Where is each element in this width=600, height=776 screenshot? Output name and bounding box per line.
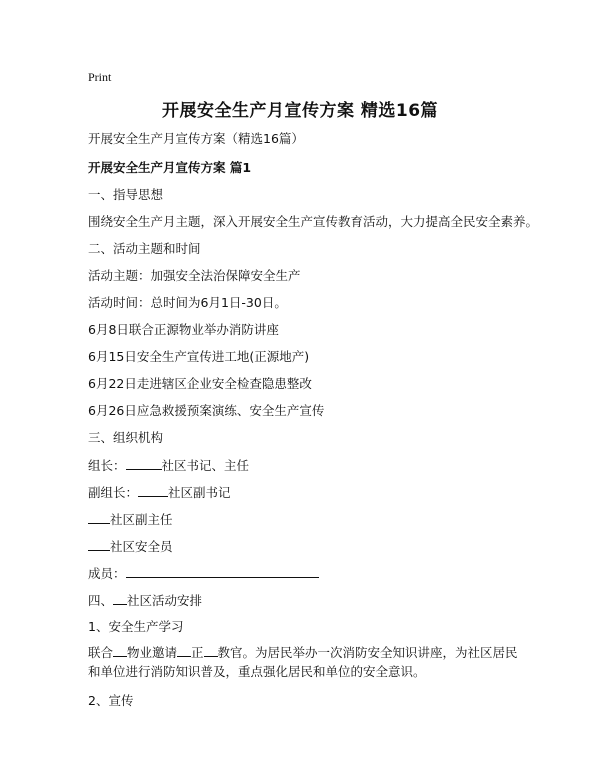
fill-blank xyxy=(126,565,319,578)
org-leader-label: 组长： xyxy=(88,458,126,473)
event-item: 6月8日联合正源物业举办消防讲座 xyxy=(88,322,279,337)
guiding-ideology-text: 围绕安全生产月主题，深入开展安全生产宣传教育活动，大力提高全民安全素养。 xyxy=(88,214,539,229)
fill-blank xyxy=(126,457,162,470)
study-part-1: 联合 xyxy=(88,645,114,660)
study-part-2: 物业邀请 xyxy=(127,645,178,660)
fill-blank xyxy=(88,511,110,524)
org-leader-row xyxy=(88,457,249,474)
heading-4-prefix: 四、 xyxy=(88,593,114,608)
org-safety-officer-role: 社区安全员 xyxy=(110,539,173,554)
org-deputy-role: 社区副书记 xyxy=(168,485,231,500)
document-subtitle: 开展安全生产月宣传方案（精选16篇） xyxy=(88,131,304,146)
study-part-3: 正 xyxy=(191,645,204,660)
org-deputy-label: 副组长： xyxy=(88,485,139,500)
org-members-row xyxy=(88,565,319,582)
print-link[interactable]: Print xyxy=(88,70,112,84)
heading-4-suffix: 社区活动安排 xyxy=(127,593,203,608)
org-vice-director-row xyxy=(88,511,173,528)
safety-study-paragraph xyxy=(88,643,518,681)
fill-blank xyxy=(204,644,218,657)
fill-blank xyxy=(113,644,127,657)
subheading-safety-study: 1、安全生产学习 xyxy=(88,619,184,634)
event-item: 6月26日应急救援预案演练、安全生产宣传 xyxy=(88,403,325,418)
fill-blank xyxy=(138,484,168,497)
activity-theme: 活动主题：加强安全法治保障安全生产 xyxy=(88,268,301,283)
study-part-4: 教官。为居民举办一次消防安全知识讲座，为社区居民和单位进行消防知识普及，重点强化居民和单位的安全意识。 xyxy=(88,645,518,679)
section-title: 开展安全生产月宣传方案 篇1 xyxy=(88,160,252,175)
heading-organization: 三、组织机构 xyxy=(88,430,164,445)
fill-blank xyxy=(113,592,127,605)
org-deputy-row xyxy=(88,484,231,501)
org-leader-role: 社区书记、主任 xyxy=(161,458,250,473)
heading-guiding-ideology: 一、指导思想 xyxy=(88,187,164,202)
fill-blank xyxy=(177,644,191,657)
heading-theme-and-time: 二、活动主题和时间 xyxy=(88,241,201,256)
event-item: 6月15日安全生产宣传进工地(正源地产) xyxy=(88,349,310,364)
event-item: 6月22日走进辖区企业安全检查隐患整改 xyxy=(88,376,312,391)
org-vice-director-role: 社区副主任 xyxy=(110,512,173,527)
activity-time: 活动时间：总时间为6月1日-30日。 xyxy=(88,295,287,310)
org-members-label: 成员： xyxy=(88,566,126,581)
document-title: 开展安全生产月宣传方案 精选16篇 xyxy=(161,101,439,121)
subheading-publicity: 2、宣传 xyxy=(88,693,134,708)
fill-blank xyxy=(88,538,110,551)
org-safety-officer-row xyxy=(88,538,173,555)
heading-activity-arrangement xyxy=(88,592,202,609)
